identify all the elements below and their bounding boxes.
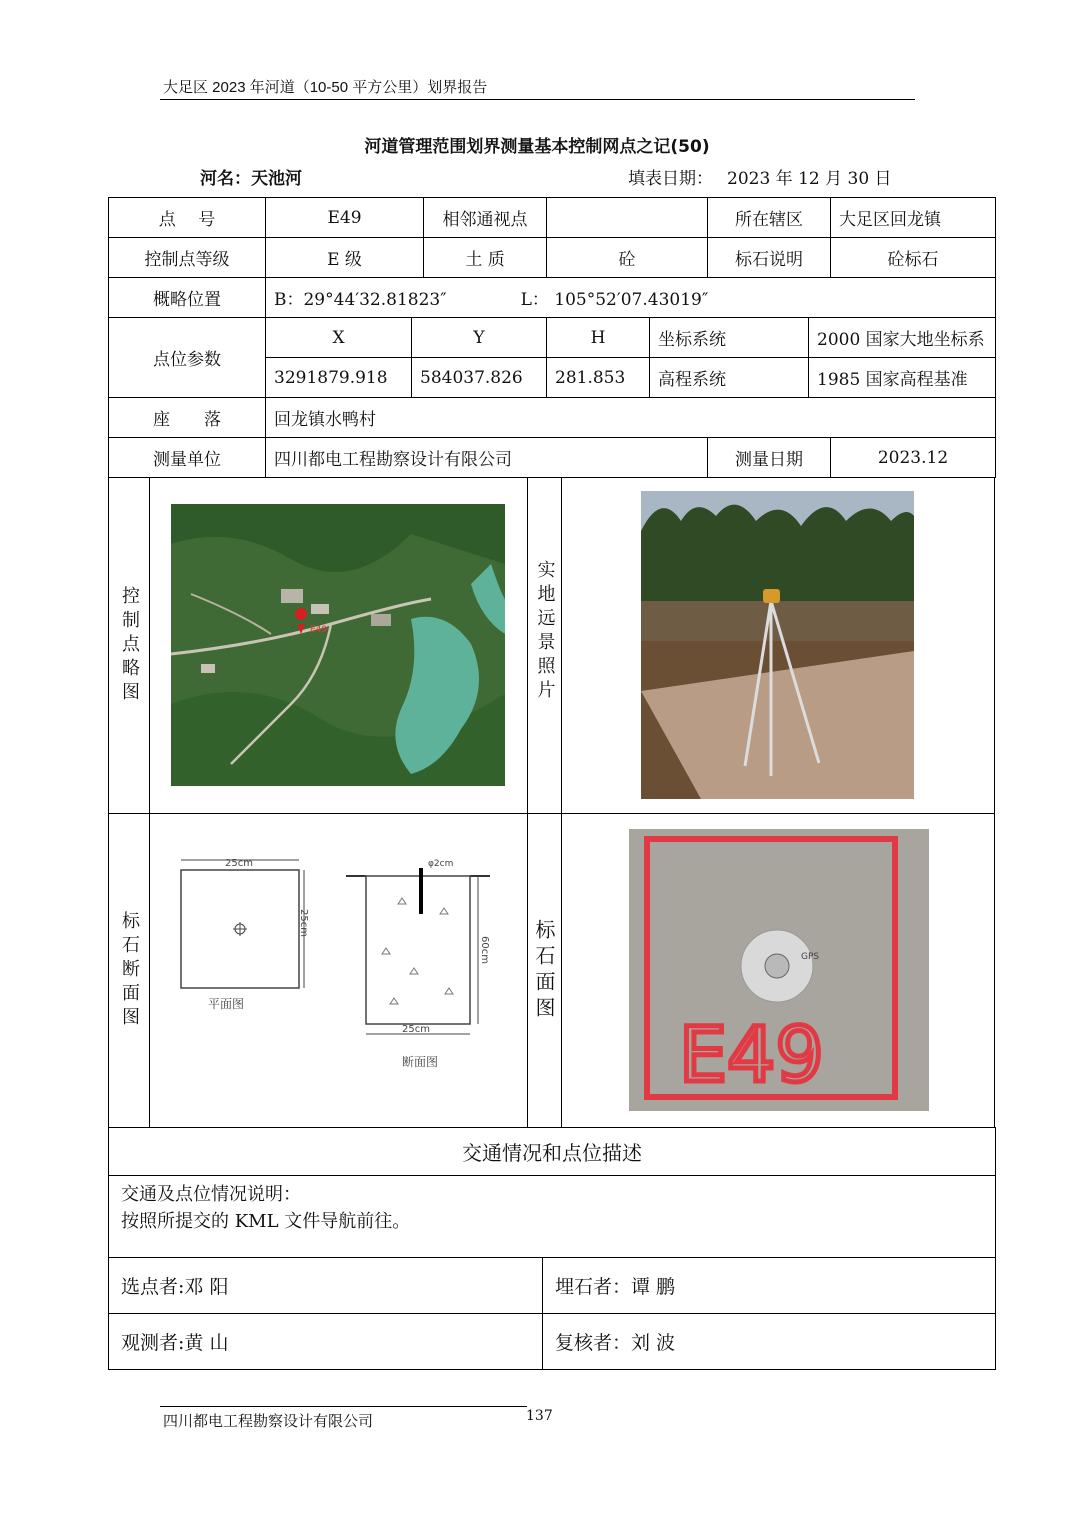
location-label: 座 落 [109, 398, 266, 438]
h-label: H [547, 318, 650, 358]
location-value: 回龙镇水鸭村 [266, 398, 996, 438]
figure-grid [108, 477, 995, 1128]
selector: 选点者:邓 阳 [109, 1258, 543, 1314]
control-point-table [108, 197, 996, 478]
traffic-description [109, 1176, 996, 1258]
district-value: 大足区回龙镇 [831, 198, 996, 238]
section-height-label: 60cm [479, 936, 490, 964]
h-value: 281.853 [547, 358, 650, 398]
disc-label: GPS [801, 952, 820, 962]
marker-section-drawing [170, 854, 510, 1084]
height-sys-label: 高程系统 [650, 358, 809, 398]
soil-label: 土 质 [424, 238, 547, 278]
x-value: 3291879.918 [266, 358, 412, 398]
marker-label: 标石说明 [708, 238, 831, 278]
face-label: 标石面图 [527, 813, 562, 1128]
y-value: 584037.826 [412, 358, 547, 398]
fill-date [628, 164, 892, 189]
point-no-label: 点 号 [109, 198, 266, 238]
marker-face-photo [629, 829, 929, 1111]
header-rule [160, 99, 915, 100]
traffic-desc-text: 按照所提交的 KML 文件导航前往。 [121, 1211, 411, 1232]
unit-value: 四川都电工程勘察设计有限公司 [266, 438, 708, 478]
sketch-label: 控制点略图 [108, 477, 150, 814]
footer-company: 四川都电工程勘察设计有限公司 [163, 1412, 374, 1430]
approx-position [266, 278, 996, 318]
plan-width-label: 25cm [225, 858, 253, 869]
plan-height-label: 25cm [298, 909, 309, 937]
stone-number: E49 [679, 1010, 824, 1099]
x-label: X [266, 318, 412, 358]
coord-sys-value: 2000 国家大地坐标系 [809, 318, 996, 358]
fill-date-value: 2023 年 12 月 30 日 [727, 169, 892, 189]
face-cell [561, 813, 995, 1128]
height-sys-value: 1985 国家高程基准 [809, 358, 996, 398]
burier: 埋石者：谭 鹏 [543, 1258, 996, 1314]
soil-value: 砼 [547, 238, 708, 278]
grade-value: E 级 [266, 238, 424, 278]
photo-cell [561, 477, 995, 814]
fill-date-label: 填表日期： [628, 169, 713, 189]
page-title: 河道管理范围划界测量基本控制网点之记(50) [364, 137, 710, 157]
footer-rule [160, 1406, 527, 1407]
point-no: E49 [266, 198, 424, 238]
aerial-map-image [171, 504, 505, 786]
reviewer: 复核者：刘 波 [543, 1314, 996, 1370]
river-name: 河名：天池河 [200, 169, 302, 189]
pin-dim-label: φ2cm [428, 859, 454, 869]
y-label: Y [412, 318, 547, 358]
unit-label: 测量单位 [109, 438, 266, 478]
traffic-desc-label: 交通及点位情况说明： [121, 1184, 301, 1205]
marker-value: 砼标石 [831, 238, 996, 278]
adjacent-label: 相邻通视点 [424, 198, 547, 238]
page-header: 大足区 2023 年河道（10-50 平方公里）划界报告 [163, 79, 488, 96]
section-width-label: 25cm [402, 1024, 430, 1035]
coord-sys-label: 坐标系统 [650, 318, 809, 358]
page-number: 137 [526, 1408, 553, 1424]
section-cell [149, 813, 528, 1128]
approx-position-label: 概略位置 [109, 278, 266, 318]
section-label: 标石断面图 [108, 813, 150, 1128]
district-label: 所在辖区 [708, 198, 831, 238]
traffic-title: 交通情况和点位描述 [109, 1128, 996, 1176]
plan-caption: 平面图 [208, 997, 245, 1011]
observer: 观测者:黄 山 [109, 1314, 543, 1370]
date-label: 测量日期 [708, 438, 831, 478]
map-point-label: E49 [310, 625, 328, 635]
grade-label: 控制点等级 [109, 238, 266, 278]
params-label: 点位参数 [109, 318, 266, 398]
sketch-cell [149, 477, 528, 814]
traffic-table [108, 1127, 996, 1370]
adjacent-value [547, 198, 708, 238]
site-photo [641, 491, 914, 799]
section-caption: 断面图 [402, 1055, 439, 1069]
date-value: 2023.12 [831, 438, 996, 478]
latitude: B：29°44′32.81823″ [274, 290, 447, 310]
longitude: L： 105°52′07.43019″ [520, 290, 709, 310]
photo-label: 实地远景照片 [527, 477, 562, 814]
